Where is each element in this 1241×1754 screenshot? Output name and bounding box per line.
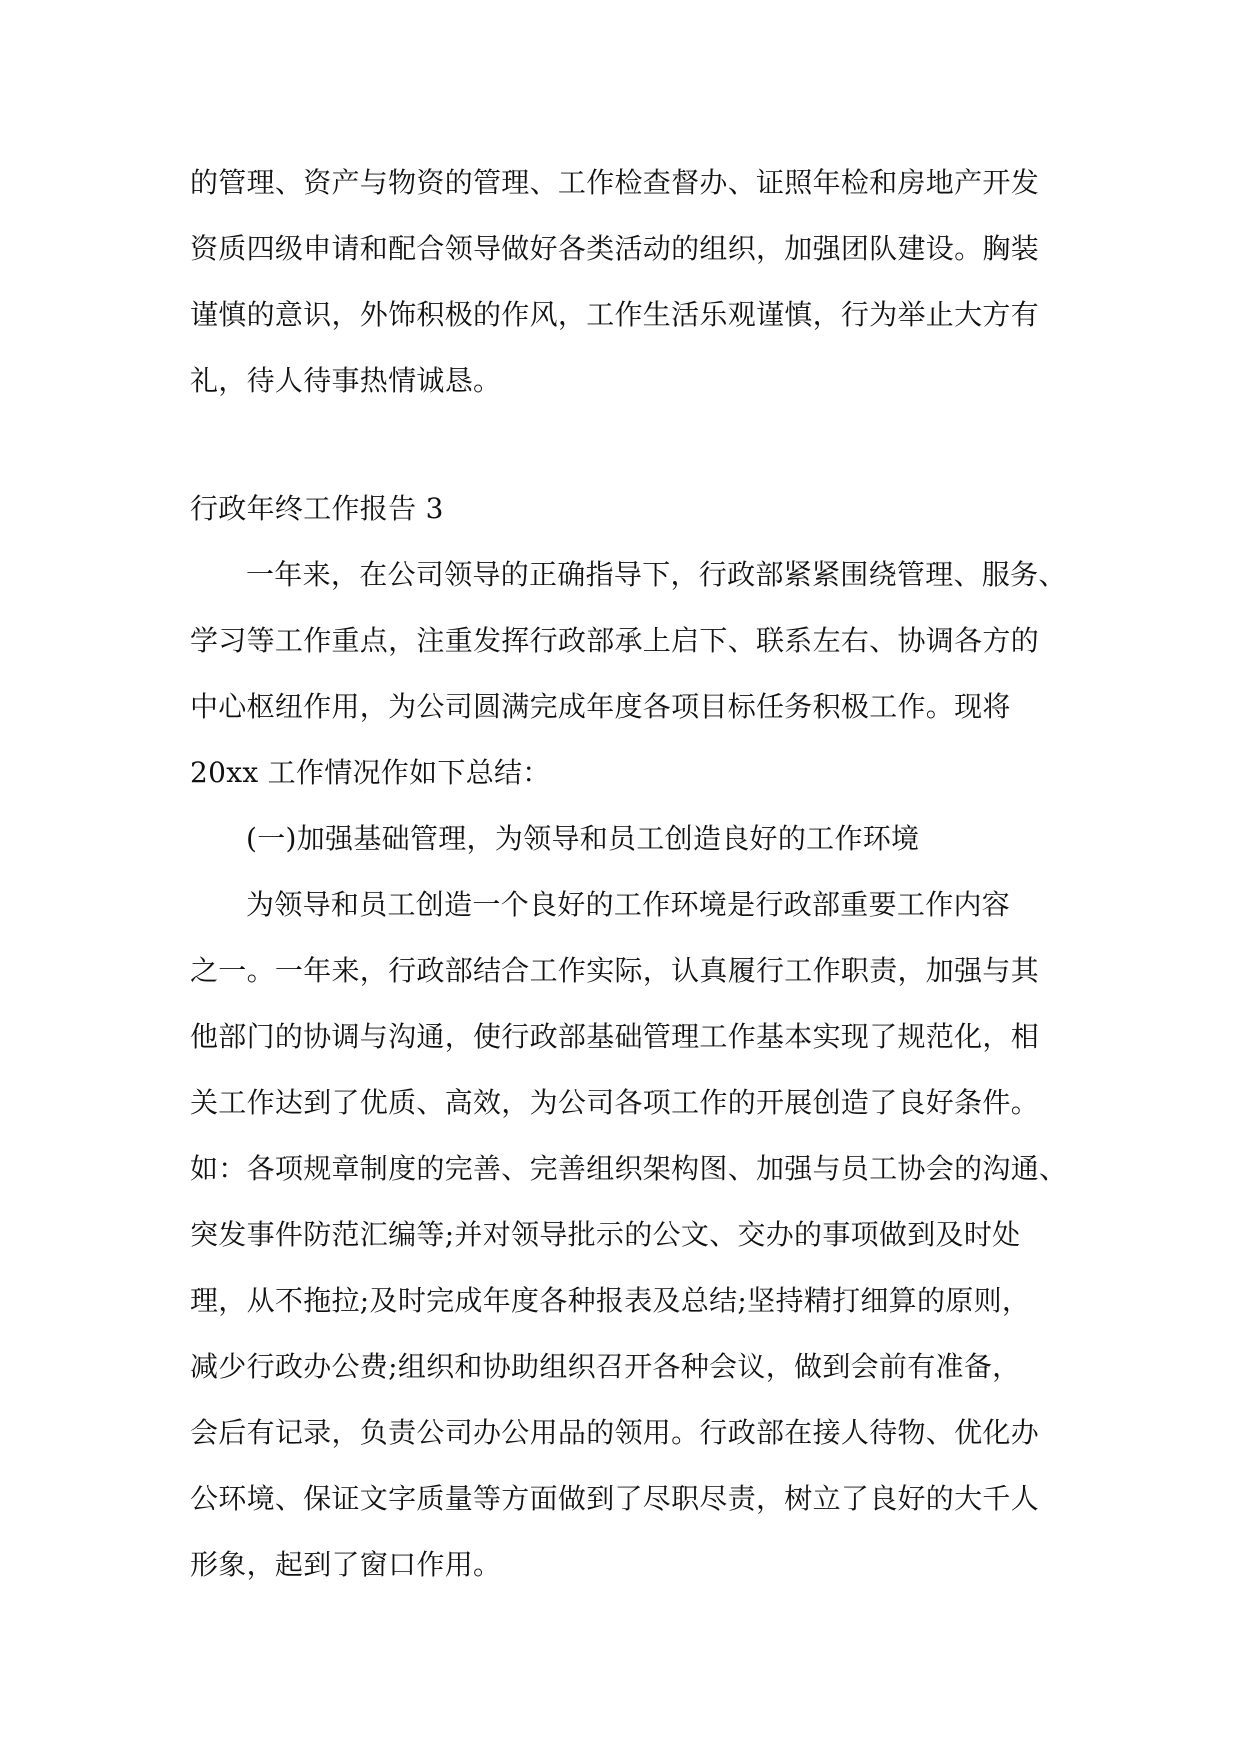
- text-line: 为领导和员工创造一个良好的工作环境是行政部重要工作内容: [246, 888, 1011, 921]
- text-line: 学习等工作重点，注重发挥行政部承上启下、联系左右、协调各方的: [190, 624, 1040, 657]
- report-body: [190, 542, 1068, 1598]
- text-line: 礼，待人待事热情诚恳。: [190, 364, 502, 397]
- text-line: 形象，起到了窗口作用。: [190, 1548, 502, 1581]
- text-line: 的管理、资产与物资的管理、工作检查督办、证照年检和房地产开发: [190, 166, 1040, 199]
- text-line: 理，从不拖拉;及时完成年度各种报表及总结;坚持精打细算的原则，: [190, 1284, 1031, 1317]
- subheading-line: (一)加强基础管理，为领导和员工创造良好的工作环境: [246, 822, 920, 855]
- text-line: 一年来，在公司领导的正确指导下，行政部紧紧围绕管理、服务、: [246, 558, 1067, 591]
- heading-text: 行政年终工作报告 3: [190, 492, 444, 525]
- text-line: 资质四级申请和配合领导做好各类活动的组织，加强团队建设。胸装: [190, 232, 1040, 265]
- section-heading: [190, 476, 1055, 542]
- text-line: 谨慎的意识，外饰积极的作风，工作生活乐观谨慎，行为举止大方有: [190, 298, 1040, 331]
- text-line: 中心枢纽作用，为公司圆满完成年度各项目标任务积极工作。现将: [190, 690, 1011, 723]
- text-line: 关工作达到了优质、高效，为公司各项工作的开展创造了良好条件。: [190, 1086, 1040, 1119]
- text-line: 会后有记录，负责公司办公用品的领用。行政部在接人待物、优化办: [190, 1416, 1040, 1449]
- text-line: 减少行政办公费;组织和协助组织召开各种会议，做到会前有准备，: [190, 1350, 1021, 1383]
- text-line: 他部门的协调与沟通，使行政部基础管理工作基本实现了规范化，相: [190, 1020, 1040, 1053]
- paragraph-continuation: [190, 150, 1055, 414]
- text-line: 突发事件防范汇编等;并对领导批示的公文、交办的事项做到及时处: [190, 1218, 1021, 1251]
- text-line: 公环境、保证文字质量等方面做到了尽职尽责，树立了良好的大千人: [190, 1482, 1040, 1515]
- text-line: 之一。一年来，行政部结合工作实际，认真履行工作职责，加强与其: [190, 954, 1040, 987]
- text-line: 20xx 工作情况作如下总结：: [190, 756, 551, 789]
- text-line: 如：各项规章制度的完善、完善组织架构图、加强与员工协会的沟通、: [190, 1152, 1068, 1185]
